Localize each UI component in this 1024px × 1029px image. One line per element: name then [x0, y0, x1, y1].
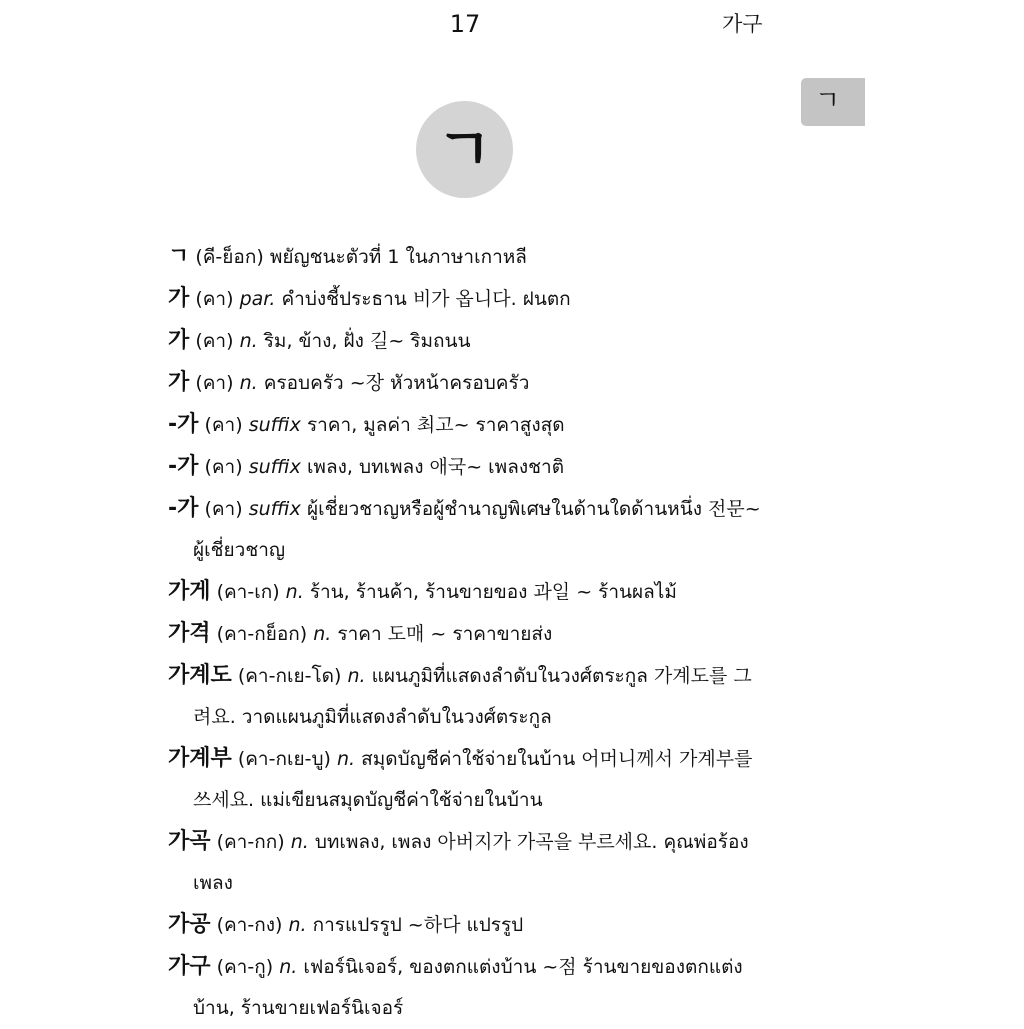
entry-headword: 가계도: [168, 663, 232, 688]
entry-headword: ㄱ: [168, 244, 190, 269]
entry-pos: n.: [288, 914, 307, 936]
entry-definition: ผู้เชี่ยวชาญหรือผู้ชำนาญพิเศษในด้านใดด้านหนึ่ง 전문~ ผู้เชี่ยวชาญ: [193, 498, 761, 561]
entry-definition: แผนภูมิที่แสดงลำดับในวงศ์ตระกูล 가계도를 그려요. วาดแผนภูมิที่แสดงลำดับในวงศ์ตระกูล: [193, 665, 752, 728]
entry-pronunciation: (คา-กง): [216, 914, 283, 936]
entry-pronunciation: (คี-ย็อก): [195, 246, 264, 268]
dictionary-entry: [168, 404, 768, 446]
entry-headword: 가구: [168, 954, 211, 979]
dictionary-entry: [168, 613, 768, 655]
entry-definition: ร้าน, ร้านค้า, ร้านขายของ 과일 ~ ร้านผลไม้: [309, 581, 677, 603]
section-letter-circle: ㄱ: [416, 101, 513, 198]
dictionary-entry: [168, 320, 768, 362]
entry-headword: 가: [168, 328, 190, 353]
entry-pos: par.: [239, 288, 276, 310]
entry-headword: 가게: [168, 579, 211, 604]
entry-pos: n.: [285, 581, 304, 603]
running-head: 가구: [722, 12, 763, 36]
dictionary-entry: [168, 655, 768, 738]
dictionary-entry: [168, 821, 768, 904]
dictionary-entry: [168, 236, 768, 278]
dictionary-entry: [168, 904, 768, 946]
entry-pos: suffix: [248, 414, 301, 436]
entry-pronunciation: (คา): [195, 372, 234, 394]
entry-pronunciation: (คา-กเย-บู): [237, 748, 331, 770]
entry-headword: -가: [168, 496, 199, 521]
entry-pronunciation: (คา-กเย-โด): [237, 665, 342, 687]
entry-definition: เพลง, บทเพลง 애국~ เพลงชาติ: [306, 456, 565, 478]
entry-pos: n.: [347, 665, 366, 687]
entry-definition: สมุดบัญชีค่าใช้จ่ายในบ้าน 어머니께서 가계부를 쓰세요. แม่เขียนสมุดบัญชีค่าใช้จ่ายในบ้าน: [193, 748, 753, 811]
entry-pronunciation: (คา): [204, 414, 243, 436]
dictionary-entry: [168, 738, 768, 821]
entry-definition: บทเพลง, เพลง 아버지가 가곡을 부르세요. คุณพ่อร้องเพลง: [193, 831, 749, 894]
entry-pos: n.: [239, 372, 258, 394]
entry-pos: n.: [279, 956, 298, 978]
thumb-index-tab: ㄱ: [801, 78, 865, 126]
entry-headword: 가격: [168, 621, 211, 646]
entry-pos: n.: [239, 330, 258, 352]
entry-definition: ริม, ข้าง, ฝั่ง 길~ ริมถนน: [263, 330, 471, 352]
entry-headword: 가: [168, 370, 190, 395]
entry-definition: พยัญชนะตัวที่ 1 ในภาษาเกาหลี: [269, 246, 527, 268]
entry-headword: 가공: [168, 912, 211, 937]
entry-pronunciation: (คา-กู): [216, 956, 274, 978]
entry-headword: -가: [168, 412, 199, 437]
dictionary-entries: [168, 236, 768, 1029]
dictionary-entry: [168, 571, 768, 613]
entry-definition: ราคา, มูลค่า 최고~ ราคาสูงสุด: [306, 414, 565, 436]
entry-pronunciation: (คา): [195, 288, 234, 310]
dictionary-entry: [168, 278, 768, 320]
entry-definition: ราคา 도매 ~ ราคาขายส่ง: [337, 623, 553, 645]
dictionary-entry: [168, 946, 768, 1029]
page-number: 17: [449, 10, 481, 38]
entry-pos: n.: [313, 623, 332, 645]
entry-pronunciation: (คา-กย็อก): [216, 623, 308, 645]
dictionary-entry: [168, 362, 768, 404]
entry-definition: คำบ่งชี้ประธาน 비가 옵니다. ฝนตก: [281, 288, 571, 310]
entry-pronunciation: (คา-เก): [216, 581, 280, 603]
entry-pronunciation: (คา): [204, 498, 243, 520]
entry-pos: suffix: [248, 498, 301, 520]
entry-pronunciation: (คา): [195, 330, 234, 352]
entry-pronunciation: (คา-กก): [216, 831, 285, 853]
entry-definition: เฟอร์นิเจอร์, ของตกแต่งบ้าน ~점 ร้านขายของตกแต่งบ้าน, ร้านขายเฟอร์นิเจอร์: [193, 956, 743, 1019]
entry-headword: 가: [168, 286, 190, 311]
entry-pos: suffix: [248, 456, 301, 478]
entry-pos: n.: [290, 831, 309, 853]
entry-headword: -가: [168, 454, 199, 479]
dictionary-entry: [168, 446, 768, 488]
entry-headword: 가곡: [168, 829, 211, 854]
entry-definition: การแปรรูป ~하다 แปรรูป: [312, 914, 524, 936]
entry-pronunciation: (คา): [204, 456, 243, 478]
dictionary-entry: [168, 488, 768, 571]
entry-headword: 가계부: [168, 746, 232, 771]
entry-definition: ครอบครัว ~장 หัวหน้าครอบครัว: [263, 372, 530, 394]
entry-pos: n.: [336, 748, 356, 770]
